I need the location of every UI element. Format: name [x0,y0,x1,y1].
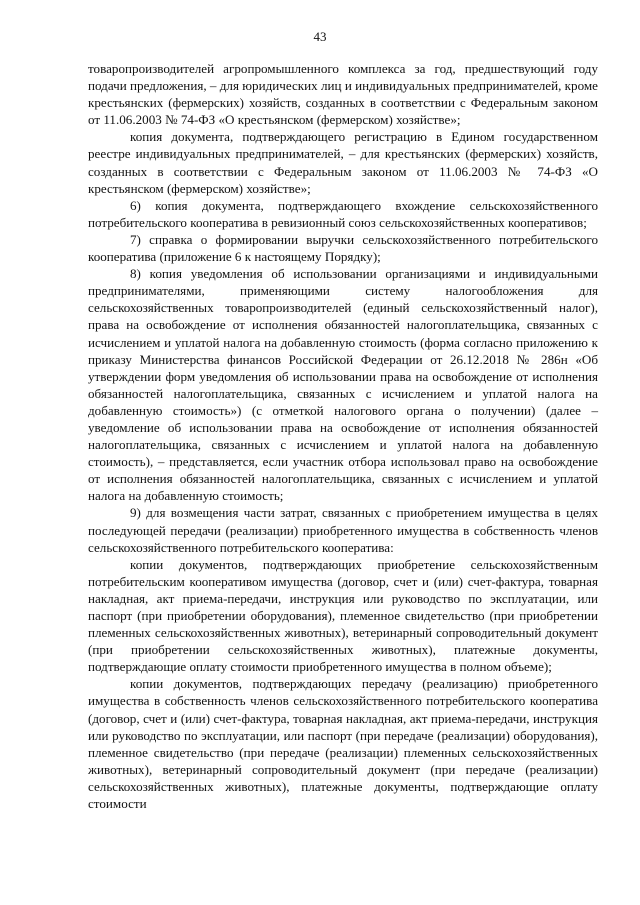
paragraph-item-6: 6) копия документа, подтверждающего вхождение сельскохозяйственного потребительского кооператива в ревизионный союз сельскохозяйственных кооперативов; [88,197,598,230]
paragraph-continuation: товаропроизводителей агропромышленного комплекса за год, предшествующий году подачи предложения, – для юридических лиц и индивидуальных предпринимателей, кроме крестьянских (фермерских) хозяйств, созданных в соответствии с Федеральным законом от 11.06.2003 № 74-ФЗ «О крестьянском (фермерском) хозяйстве»; [88,61,598,128]
document-body [88,60,598,812]
paragraph-transfer-documents: копии документов, подтверждающих передачу (реализацию) приобретенного имущества в собственность членов сельскохозяйственного потребительского кооператива (договор, счет и (или) счет-фактура, товарная накладная, акт приема-передачи, инструкция или руководство по эксплуатации, или паспорт (при передаче (реализации) оборудования), племенное свидетельство (при передаче (реализации) племенных сельскохозяйственных животных), ветеринарный сопроводительный документ (при передаче (реализации) сельскохозяйственных животных), платежные документы, подтверждающие оплату стоимости [88,676,598,812]
page-number: 43 [313,29,327,44]
paragraph-item-9: 9) для возмещения части затрат, связанных с приобретением имущества в целях последующей передачи (реализации) приобретенного имущества в собственность членов сельскохозяйственного потребительского кооператива: [88,505,598,555]
paragraph-item-7: 7) справка о формировании выручки сельскохозяйственного потребительского кооператива (приложение 6 к настоящему Порядку); [88,231,598,265]
paragraph-registration-copy: копия документа, подтверждающего регистрацию в Едином государственном реестре индивидуальных предпринимателей, – для крестьянских (фермерских) хозяйств, созданных в соответствии с Федеральным законом от 11.06.2003 № 74-ФЗ «О крестьянском (фермерском) хозяйстве»; [88,129,598,196]
paragraph-acquisition-documents: копии документов, подтверждающих приобретение сельскохозяйственным потребительским кооперативом имущества (договор, счет и (или) счет-фактура, товарная накладная, акт приема-передачи, инструкция или руководство по эксплуатации, или паспорт (при приобретении оборудования), племенное свидетельство (при приобретении племенных сельскохозяйственных животных), ветеринарный сопроводительный документ (при приобретении сельскохозяйственных животных), платежные документы, подтверждающие оплату стоимости приобретенного имущества в полном объеме); [88,556,598,675]
paragraph-item-8: 8) копия уведомления об использовании организациями и индивидуальными предпринимателями, применяющими систему налогообложения для сельскохозяйственных товаропроизводителей (единый сельскохозяйственный налог), права на освобождение от исполнения обязанностей налогоплательщика, связанных с исчислением и уплатой налога на добавленную стоимость (форма согласно приложению к приказу Министерства финансов Российской Федерации от 26.12.2018 № 286н «Об утверждении форм уведомления об использовании права на освобождение от исполнения обязанностей налогоплательщика, связанных с исчислением и уплатой налога на добавленную стоимость») (с отметкой налогового органа о получении) (далее – уведомление об использовании права на освобождение от исполнения обязанностей налогоплательщика, связанных с исчислением и уплатой налога на добавленную стоимость), – представляется, если участник отбора использовал право на освобождение от исполнения обязанностей налогоплательщика, связанных с исчислением и уплатой налога на добавленную стоимость; [88,266,598,504]
